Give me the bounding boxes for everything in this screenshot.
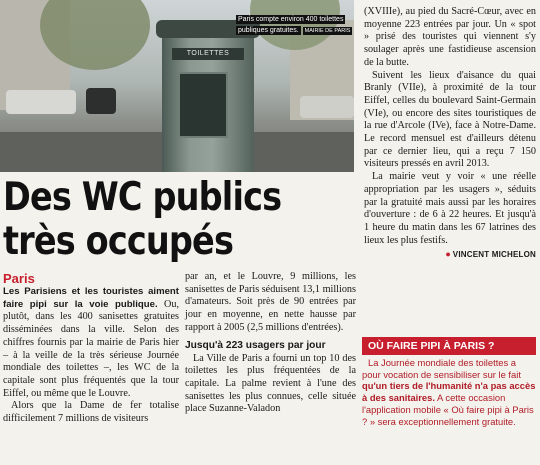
sidebar-box-text: [362, 357, 536, 427]
sidebar-box-title: OÙ FAIRE PIPI À PARIS ?: [362, 337, 536, 355]
article-paragraph: La mairie veut y voir « une réelle appropriation par les usagers », séduits par la gratuité mais aussi par les horaires d'ouverture : de 6 à 22 heures. Et jusqu'à 1 heure du matin dans les 67 latrines des lieux les plus festifs.: [364, 171, 536, 246]
article-paragraph: par an, et le Louvre, 9 millions, les sanisettes de Paris séduisent 13,1 millions d'amateurs. Soit près de 90 entrées par jour en moyenne, en nette hausse par rapport à 2005 (2,5 millions d'entrées).: [185, 271, 356, 333]
photo-caption: [236, 14, 354, 37]
caption-text: Paris compte environ 400 toilettes publiques gratuites.: [238, 16, 344, 34]
headline-line-2: très occupés: [3, 219, 234, 264]
author-name: VINCENT MICHELON: [452, 250, 536, 260]
parked-car: [86, 88, 116, 114]
sanisette-kiosk: [162, 26, 254, 172]
bullet-icon: ●: [445, 249, 451, 260]
sidebar-text-emphasis: qu'un tiers de l'humanité n'a pas accès à des sanitaires.: [362, 380, 536, 404]
kiosk-panel: [178, 72, 228, 138]
article-chapo: Les Parisiens et les touristes aiment faire pipi sur la voie publique.: [3, 286, 179, 310]
sidebar-text-part: La Journée mondiale des toilettes a pour vocation de sensibiliser sur le fait: [362, 357, 521, 380]
headline-line-1: Des WC publics: [3, 175, 282, 220]
byline: [364, 248, 536, 262]
photo-credit: MAIRIE DE PARIS: [304, 28, 351, 34]
article-column-1: [3, 271, 179, 426]
article-lead: [3, 286, 179, 400]
sidebar-box-body: [362, 357, 536, 427]
article-subhead: Jusqu'à 223 usagers par jour: [185, 339, 326, 351]
parked-car: [6, 90, 76, 114]
toilettes-sign: TOILETTES: [172, 48, 244, 60]
article-paragraph: (XVIIIe), au pied du Sacré-Cœur, avec en moyenne 223 entrées par jour. Un « spot » prisé des touristes qui viennent s'y soulager après une fastidieuse ascension de la butte.: [364, 6, 536, 68]
article-photo: [0, 0, 354, 172]
headline: [3, 176, 306, 264]
article-paragraph: Alors que la Dame de fer totalise difficilement 7 millions de visiteurs: [3, 400, 179, 425]
article-column-2: [185, 271, 356, 416]
article-paragraph: La Ville de Paris a fourni un top 10 des toilettes les plus fréquentées de la capitale. La palme revient à l'une des sanisettes les plus connues, celle située place Suzanne-Valadon: [185, 352, 356, 415]
article-paragraph: Suivent les lieux d'aisance du quai Branly (VIIe), à proximité de la tour Eiffel, celles du boulevard Saint-Germain (VIe), ou encore des sites touristiques de la rue d'Arcole (IVe), face à Notre-Dame. Le record mensuel est d'ailleurs détenu par ce dernier lieu, qui a reçu 7 150 visiteurs pressés en avril 2013.: [364, 69, 536, 170]
location-kicker: Paris: [3, 271, 35, 286]
sidebar-text-part: A cette occasion l'application mobile « Où faire pipi à Paris ? » sera exceptionnellement gratuite.: [362, 392, 534, 427]
parked-car: [300, 96, 354, 118]
article-column-3: [364, 6, 536, 262]
article-paragraph: Ou, plutôt, dans les 400 sanisettes gratuites disséminées dans la ville. Selon des chiffres fournis par la mairie de Paris hier – à la veille de la très sérieuse Journée mondiale des toilettes –, les WC de la capitale sont plus fréquentés que la tour Eiffel, ou même que le Louvre.: [3, 298, 180, 399]
